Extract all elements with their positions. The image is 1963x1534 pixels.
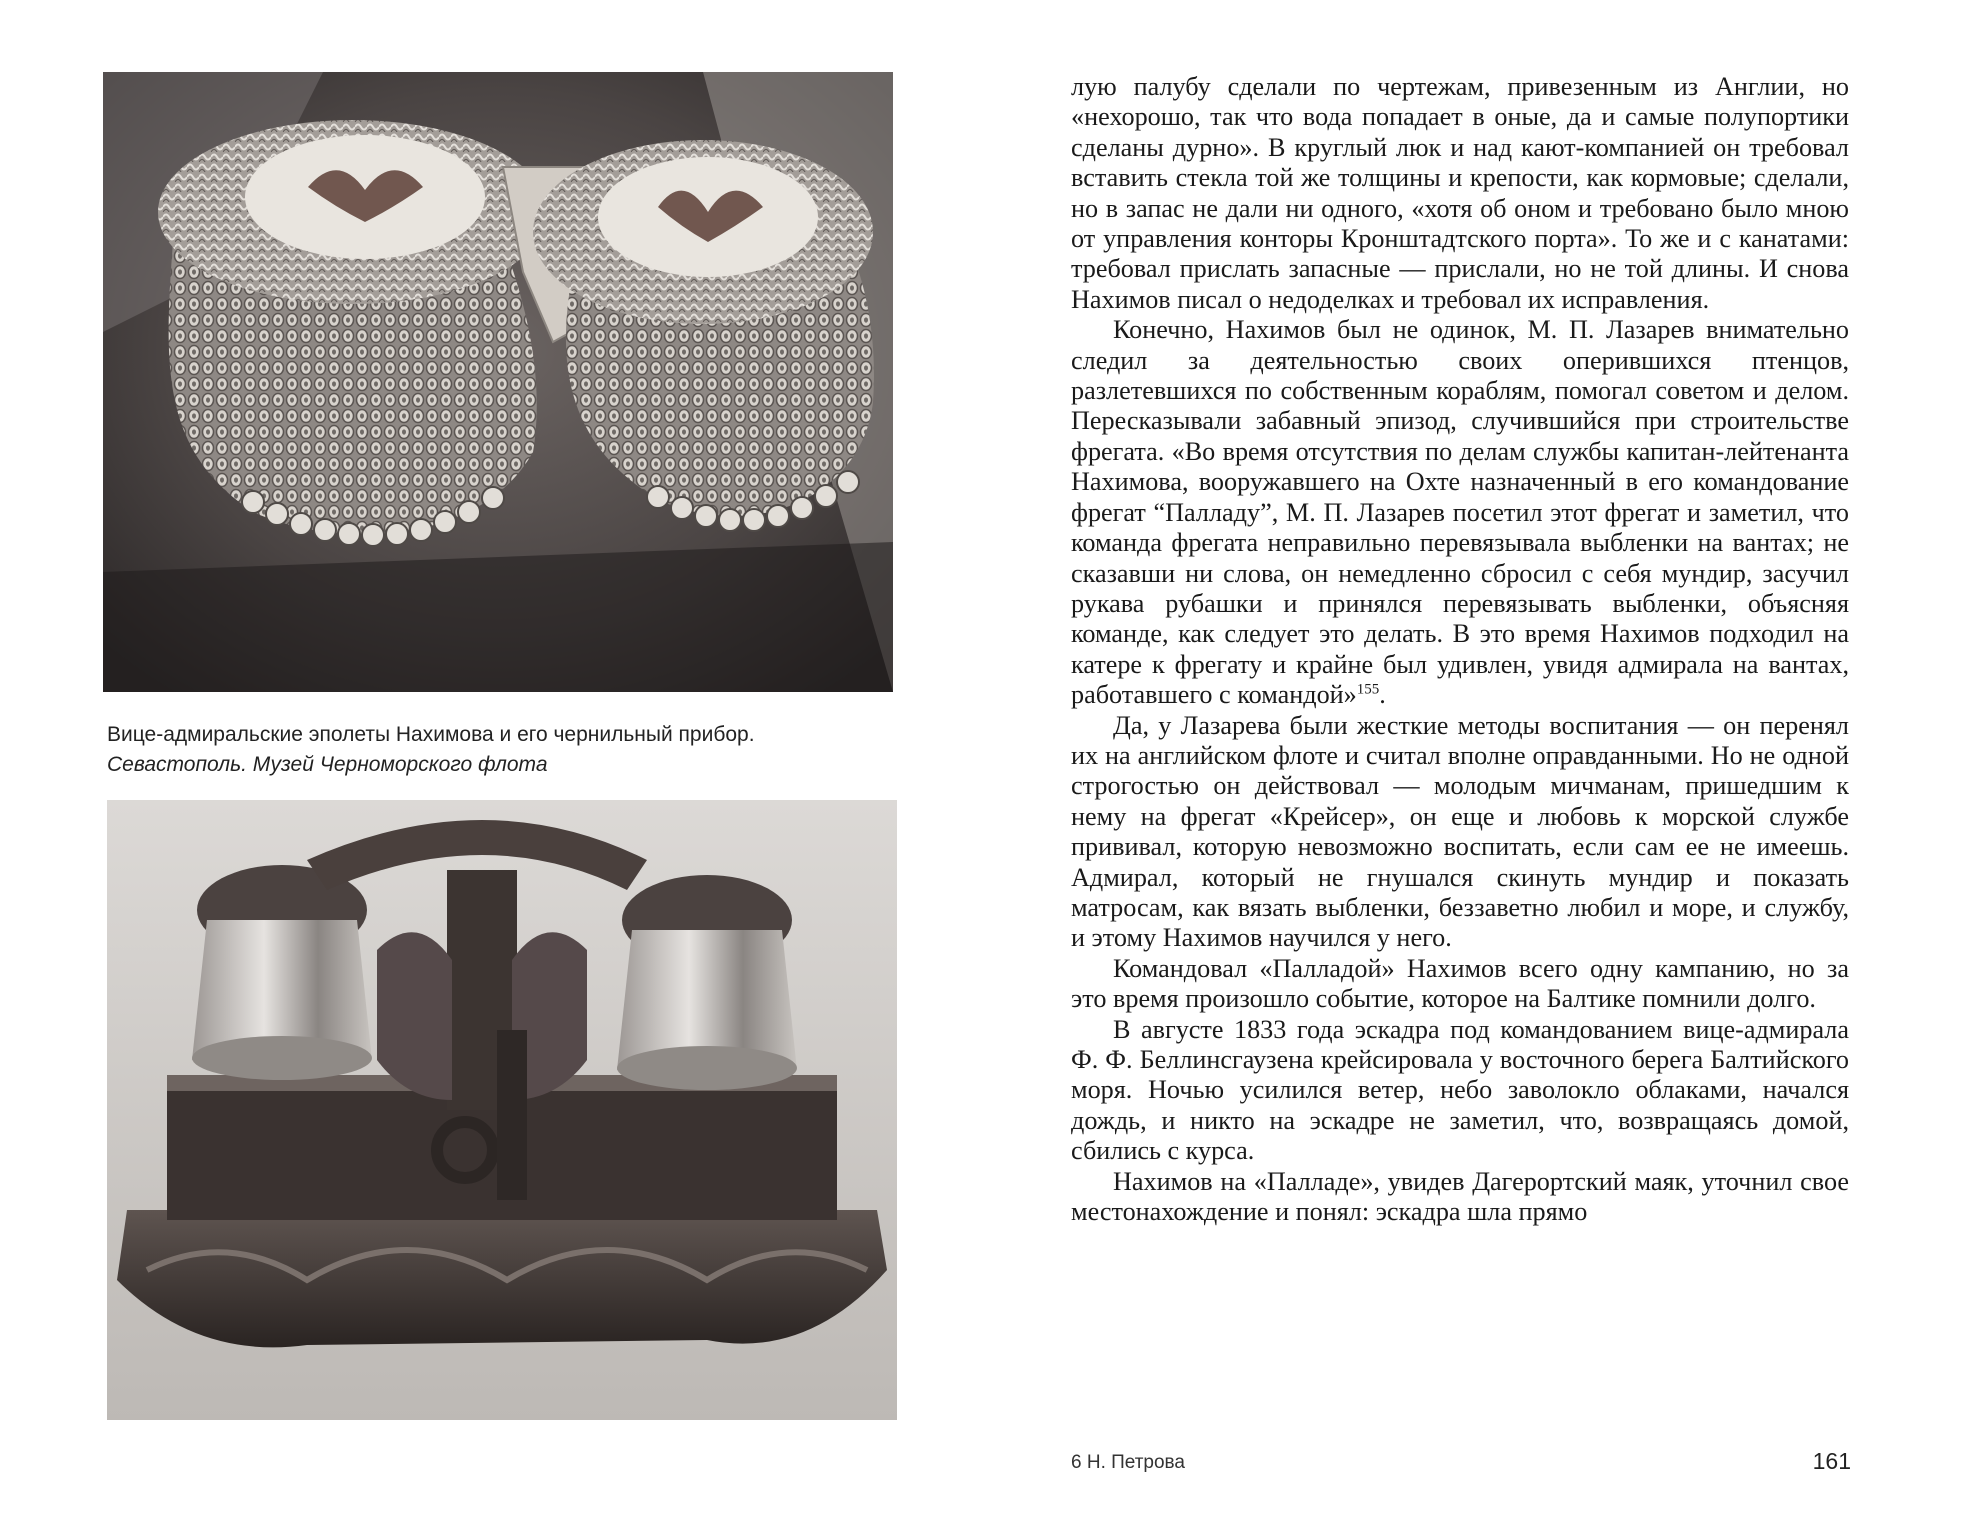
paragraph-5: В августе 1833 года эскадра под командованием вице-адмирала Ф. Ф. Беллинсгаузена крейсировала у восточного берега Балтийского моря. Ночью усилился ветер, небо заволокло облаками, начался дождь, и никто на эскадре не заметил, что, возвращаясь домой, сбились с курса. xyxy=(1071,1014,1849,1166)
signature-mark: 6 Н. Петрова xyxy=(1071,1452,1185,1473)
paragraph-4: Командовал «Палладой» Нахимов всего одну кампанию, но за это время произошло событие, которое на Балтике помнили долго. xyxy=(1071,953,1849,1014)
photo-caption xyxy=(107,720,907,780)
paragraph-6: Нахимов на «Палладе», увидев Дагерортский маяк, уточнил свое местонахождение и понял: эскадра шла прямо xyxy=(1071,1166,1849,1227)
footnote-ref: 155 xyxy=(1356,681,1380,698)
paragraph-1: лую палубу сделали по чертежам, привезенным из Англии, но «нехорошо, так что вода попадает в оные, да и самые полупортики сделаны дурно». В круглый люк и над кают-компанией он требовал вставить стекла той же толщины и крепости, как кормовые; сделали, но в запас не дали ни одного, «хотя об оном и требовано было мною от управления конторы Кронштадтского порта». То же и с канатами: требовал прислать запасные — прислали, но не той длины. И снова Нахимов писал о недоделках и требовал их исправления. xyxy=(1071,72,1849,314)
page-number: 161 xyxy=(1812,1448,1851,1474)
paragraph-2 xyxy=(1071,315,1849,710)
caption-location: Севастополь. Музей Черноморского флота xyxy=(107,753,548,776)
paragraph-2-text: Конечно, Нахимов был не одинок, М. П. Лазарев внимательно следил за деятельностью своих оперившихся птенцов, разлетевшихся по собственным кораблям, помогал советом и делом. Пересказывали забавный эпизод, случившийся при строительстве фрегата. «Во время отсутствия по делам службы капитан-лейтенанта Нахимова, вооружавшего на Охте назначенный в его командование фрегат “Палладу”, М. П. Лазарев посетил этот фрегат и заметил, что команда фрегата неправильно перевязывала выбленки на вантах; не сказавши ни слова, он немедленно сбросил с себя мундир, засучил рукава рубашки и принялся перевязывать выбленки, объясняя команде, как следует это делать. В это время Нахимов подходил на катере к фрегату и крайне был удивлен, увидя адмирала на вантах, работавшего с командой» xyxy=(1071,315,1849,710)
left-page xyxy=(0,0,981,1534)
body-text xyxy=(1071,72,1849,1227)
epaulettes-photo xyxy=(103,72,893,692)
paragraph-2-tail: . xyxy=(1379,680,1386,710)
inkstand-photo xyxy=(107,800,897,1420)
paragraph-3: Да, у Лазарева были жесткие методы воспитания — он перенял их на английском флоте и считал вполне оправданными. Но не одной строгостью он действовал — молодым мичманам, пришедшим к нему на фрегат «Крейсер», он еще и любовь к морской службе прививал, которую невозможно воспитать, если сам ее не имеешь. Адмирал, который не гнушался скинуть мундир и показать матросам, как вязать выбленки, беззаветно любил и море, и службу, и этому Нахимов научился у него. xyxy=(1071,710,1849,953)
right-page xyxy=(981,0,1963,1534)
caption-main: Вице-адмиральские эполеты Нахимова и его чернильный прибор. xyxy=(107,723,755,746)
